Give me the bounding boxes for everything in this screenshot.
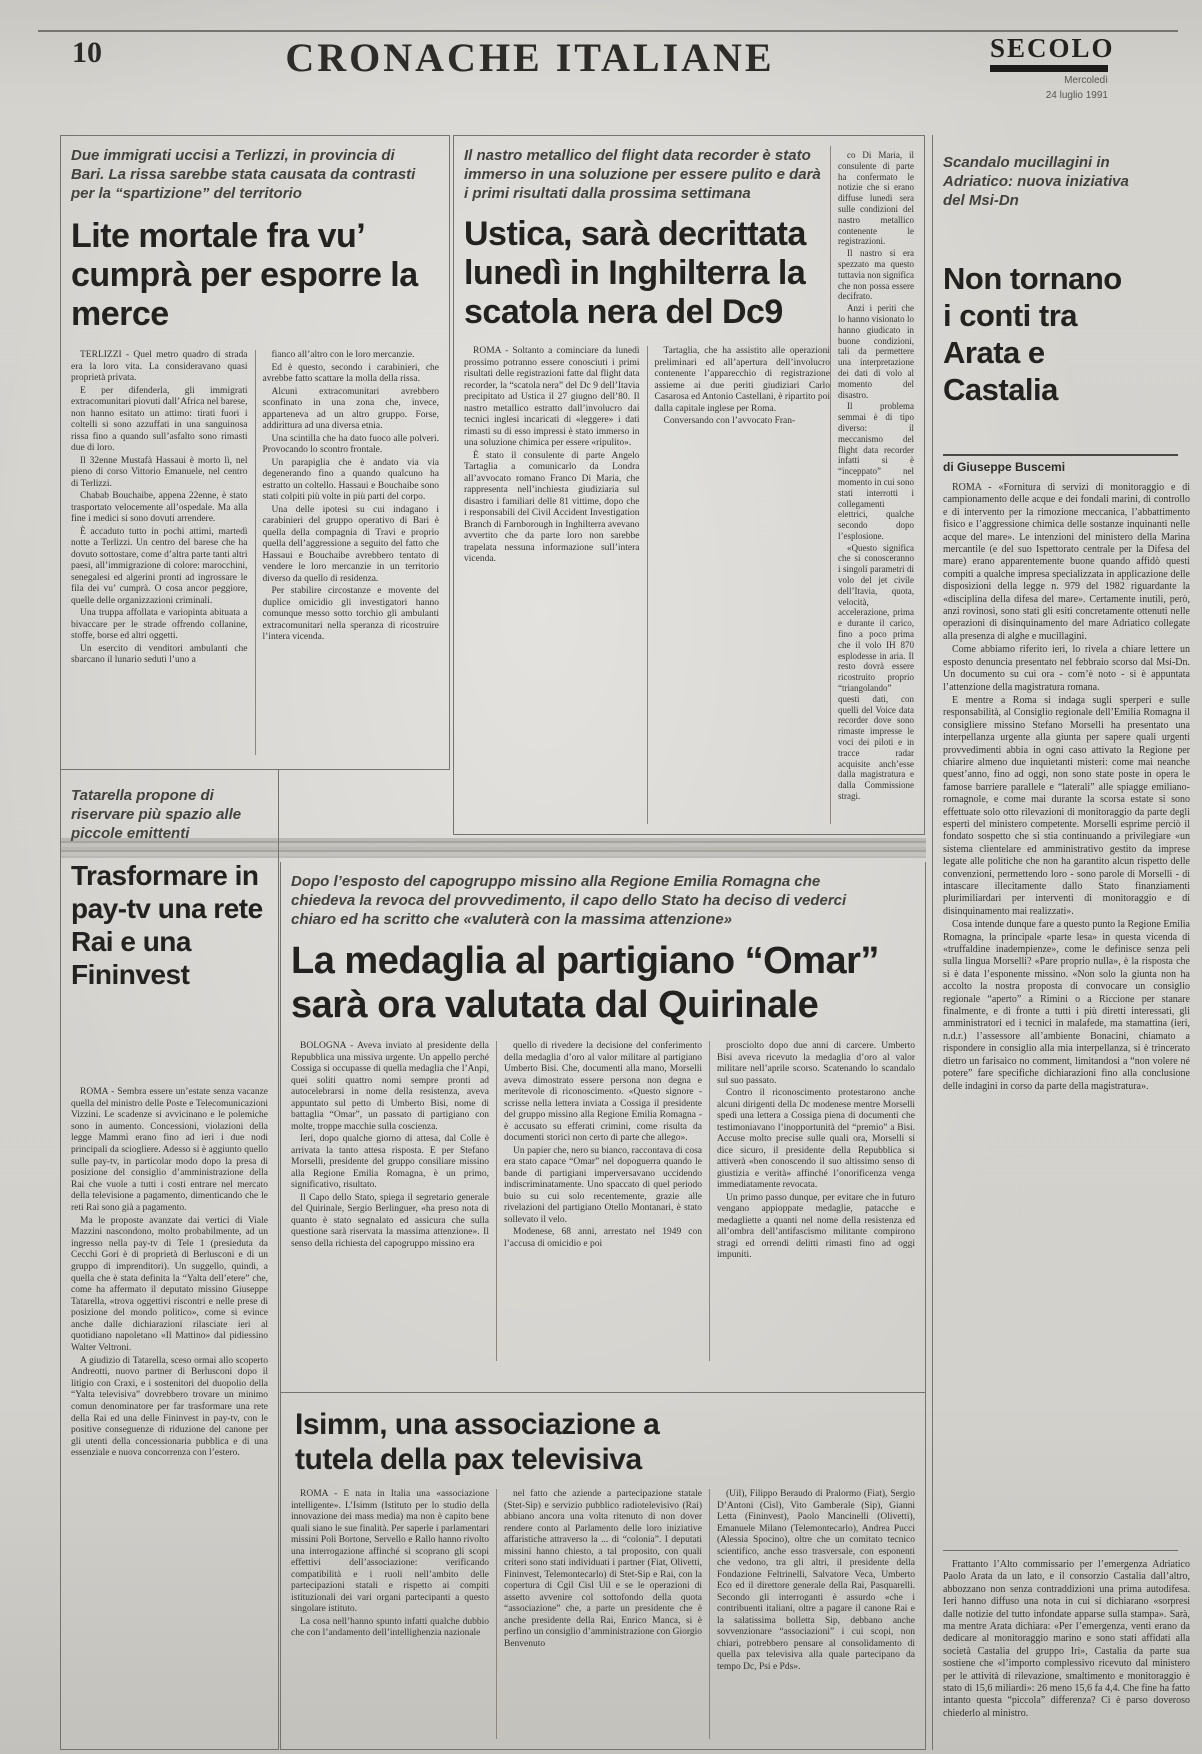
article-omar	[280, 862, 926, 1392]
masthead	[990, 33, 1140, 102]
article-ustica-column-3: co Di Maria, il consulente di parte ha confermato le notizie che si erano diffuse lunedì sera sulle condizioni del nastro metallico contenente le registrazioni. Il nastro si era spezzato ma questo tuttavia non significa che non possa essere decifrato. Anzi i periti che lo hanno visionato lo hanno giudicato in buone condizioni, tali da permettere una interpretazione dei dati di volo al momento del disastro. Il problema semmai è di tipo diverso: il meccanismo del flight data recorder infatti si è “inceppato” nel momento in cui sono stati interrotti i collegamenti elettrici, qualche secondo dopo l’esplosione. «Questo significa che si conosceranno i singoli parametri di volo del jet civile dell’Itavia, quota, velocità, accelerazione, prima e durante il carico, fino a poco prima che il volo IH 870 esplodesse in aria. Il resto dovrà essere ricostruito proprio “triangolando” questi dati, con quelli del Voice data recorder dove sono rimaste impresse le voci dei piloti e in tracce radar acquisite anch’esse dalla magistratura e dalla Commissione stragi.	[830, 146, 914, 824]
article-arata-body-2: Frattanto l’Alto commissario per l’emergenza Adriatico Paolo Arata da un lato, e il consorzio Castalia dall’altro, abbozzano non senza contraddizioni una prima autodifesa. Ieri hanno diffuso una nota in cui si dichiarano «sorpresi dalle notizie del tutto infondate apparse sulla stampa». Sarà, ma mentre Arata dichiara: «Per l’emergenza, venti erano da dedicare al monitoraggio marino e sono stati affidati alla società Castalia del gruppo Iri», Castalia da parte sua sostiene che «l’importo complessivo ricevuto dal ministero per le attività di rilevazione, smaltimento e monitoraggio è stato di 15,6 miliardi»: 26 meno 15,6 fa 4,4. Che fine ha fatto intanto questa “piccola” differenza? Ci è parso doveroso chiederlo al ministro.	[943, 1559, 1190, 1719]
article-isimm-column-1: ROMA - È nata in Italia una «associazione intelligente». L’Isimm (Istituto per lo studio della innovazione dei mass media) ma non è capito bene quali siano le sue finalità. Per saperle i parlamentari missini Poli Bortone, Servello e Rallo hanno rivolto una interrogazione affinché si scoprano gli scopi effettivi dell’associazione: verificando compatibilità e i ruoli nell’ambito delle partecipazioni statali e rispetto ai compiti istituzionali dei vari organi partecipanti a questo singolare istituto. La cosa nell’hanno spunto infatti qualche dubbio che con l’andamento dell’intellighenzia nazionale	[291, 1489, 497, 1739]
article-ustica-column-2: Tartaglia, che ha assistito alle operazioni preliminari ed all’apertura dell’involucro contenente l’apparecchio di registrazione assieme ai due periti giudiziari Carlo Casarosa ed Antonio Castellani, è ripartito poi dalla capitale inglese per Roma. Conversando con l’avvocato Fran-	[654, 346, 830, 426]
article-arata-kicker: Scandalo mucillagini in Adriatico: nuova iniziativa del Msi-Dn	[943, 154, 1129, 209]
article-paytv-kicker: Tatarella propone di riservare più spazio alle piccole emittenti	[71, 787, 242, 842]
article-ustica-column-1: ROMA - Soltanto a cominciare da lunedì prossimo potranno essere conosciuti i primi risultati delle registrazioni fatte dal flight data recorder, la “scatola nera” del Dc 9 dell’Itavia precipitato ad Ustica il 27 giugno dell’80. Il nastro metallico estratto dall’involucro dai tecnici inglesi incaricati di «leggere» i dati rimasti su di esso impressi è stato immerso in una soluzione chimica per essere «ripulito». È stato il consulente di parte Angelo Tartaglia a comunicarlo da Londra all’avvocato romano Franco Di Maria, che rappresenta nell’inchiesta giudiziaria sul disastro i familiari delle 81 vittime, dopo che i responsabili del Civil Accident Investigation Branch di Farnborough in Inghilterra avevano avvertito che da parte loro non sarebbe trapelata nessuna informazione sull’intera vicenda.	[464, 346, 648, 824]
article-arata	[932, 135, 1200, 1750]
page-number: 10	[72, 36, 102, 69]
article-isimm-column-3: (Uil), Filippo Beraudo di Pralormo (Fiat), Sergio D’Antoni (Cisl), Vito Gamberale (Sip), Gianni Letta (Fininvest), Paolo Mancinelli (Olivetti), Emanuele Milano (Telemontecarlo), Andrea Pucci (Alessia Spocino), oltre che un comitato tecnico scientifico, anche esso trasversale, con esponenti che vedono, tra gli altri, il presidente della Fondazione Feltrinelli, Salvatore Veca, Umberto Eco ed il direttore generale della Rai, Pasquarelli. Secondo gli interroganti è assurdo «che i contribuenti italiani, oltre a pagare il canone Rai e la salatissima bolletta Sip, debbano anche sovvenzionare “associazioni” i cui scopi, non chiari, potrebbero pensare al consolidamento di quella pax televisiva alla quale partecipano da tempo Dc, Psi e Pds».	[717, 1489, 915, 1672]
article-omar-headline: La medaglia al partigiano “Omar” sarà ora valutata dal Quirinale	[291, 940, 879, 1026]
article-paytv-body: ROMA - Sembra essere un’estate senza vacanze quella del ministro delle Poste e Telecomunicazioni Vizzini. Le scadenze si avvicinano e le polemiche sono in aumento. Concessioni, violazioni della legge Mammì erano fino ad ieri i due nodi principali da sciogliere. Adesso si è aggiunto quello sulle pay-tv, in particolar modo dopo la presa di posizione del consiglio d’amministrazione della Rai che vuole a tutti i costi entrare nel mercato della televisione a pagamento, dimenticando che le reti Rai sono già a pagamento. Ma le proposte avanzate dai vertici di Viale Mazzini nascondono, molto probabilmente, ad un ingresso nella pay-tv di Tele 1 (presieduta da Cecchi Gori è di proprietà di Berlusconi e di un gruppo di imprenditori). Un suggello, quindi, a quella che è stata definita la “Yalta dell’etere” che, come ha affermato il deputato missino Giuseppe Tatarella, «trova oggettivi riscontri e nelle prese di posizione del mondo politico», come si evince anche dalle dichiarazioni rilasciate ieri al quotidiano napoletano «Il Mattino» dal pidiessino Walter Veltroni. A giudizio di Tatarella, sceso ormai allo scoperto Andreotti, nuovo partner di Berlusconi dopo il litigio con Craxi, e i sostenitori del duopolio della “Yalta televisiva” dovrebbero trovare un minimo comun denominatore per far trasformare una rete della Rai ed una delle Fininvest in pay-tv, con le positive conseguenze di riduzione del canone per gli utenti della concessionaria pubblica e di una essenziale e nuova concorrenza con l’estero.	[71, 1087, 268, 1459]
article-omar-column-2: quello di rivedere la decisione del conferimento della medaglia d’oro al valor militare al partigiano Umberto Bisi. Che, documenti alla mano, Morselli aveva dimostrato essere persona non degna e meritevole di riconoscimento. «Questo signore - scrisse nella lettera inviata a Cossiga il presidente del gruppo missino alla Regione Emilia Romagna - è accusato su efferati crimini, come risulta da documenti storici non certo di parte che allego». Un papier che, nero su bianco, raccontava di cosa era stato capace “Omar” nel dopoguerra quando le bande di partigiani imperversavano uccidendo indiscriminatamente. Uno spaccato di quel periodo buio su cui solo recentemente, grazie alle rivelazioni del partigiano Otello Montanari, è stato sollevato il velo. Modenese, 68 anni, arrestato nel 1949 con l’accusa di omicidio e poi	[497, 1041, 710, 1361]
masthead-bar	[990, 65, 1108, 72]
article-terlizzi-headline: Lite mortale fra vu’ cumprà per esporre la merce	[71, 217, 418, 333]
masthead-date: 24 luglio 1991	[1045, 90, 1108, 101]
article-paytv	[60, 770, 279, 1750]
article-terlizzi-column-2: fianco all’altro con le loro mercanzie. Ed è questo, secondo i carabinieri, che avrebbe fatto scattare la molla della rissa. Alcuni extracomunitari avrebbero sconfinato in una zona che, invece, apparteneva ad un altro gruppo. Forse, addirittura ad una diversa etnia. Una scintilla che ha dato fuoco alle polveri. Provocando lo scontro frontale. Un parapiglia che è andato via via degenerando fino a quando qualcuno ha estratto un coltello. Hassaui e Bouchaibe sono stati colpiti più volte in più parti del corpo. Una delle ipotesi su cui indagano i carabinieri del gruppo operativo di Bari è quella della compagnia di Travi e proprio quella dell’aggressione a seguito del fatto che Hassaui e Bouchaibe avrebbero tentato di vendere le loro mercanzie in un territorio diverso da quello di residenza. Per stabilire circostanze e movente del duplice omicidio gli investigatori hanno comunque messo sotto torchio gli ambulanti extracomunitari nella speranza di ricostruire l’intera vicenda.	[262, 350, 439, 642]
article-terlizzi-column-1: TERLIZZI - Quel metro quadro di strada era la loro vita. La consideravano quasi proprietà privata. E per difenderla, gli immigrati extracomunitari piovuti dall’Africa nel barese, non hanno esitato un attimo: tirati fuori i coltelli si sono azzuffati in una sanguinosa rissa fino a quando sull’asfalto sono rimasti due di loro. Il 32enne Mustafà Hassaui è morto lì, nel pieno di corso Vittorio Emanuele, nel centro di Terlizzi. Chabab Bouchaibe, appena 22enne, è stato trasportato velocemente all’ospedale. Ma alla fine i medici si sono dovuti arrendere. È accaduto tutto in pochi attimi, martedì notte a Terlizzi. Un centro del barese che ha dovuto sottostare, come d’altra parte tanti altri paesi, all’immigrazione di colore: marocchini, senegalesi ed algerini pronti ad ingrossare le fila dei vu’ cumprà. O cosa ancor peggiore, quelle delle organizzazioni criminali. Una truppa affollata e variopinta abituata a bivaccare per le strade offrendo collanine, stoffe, borse ed altri oggetti. Un esercito di venditori ambulanti che sbarcano il lunario seduti l’uno a	[71, 350, 256, 755]
article-arata-headline: Non tornano i conti tra Arata e Castalia	[943, 261, 1122, 407]
masthead-weekday: Mercoledì	[1064, 75, 1108, 86]
article-arata-body-1: ROMA - «Fornitura di servizi di monitoraggio e di campionamento delle acque e dei fondali marini, di controllo e di intervento per la rimozione meccanica, l’abbattimento fisico e l’aggressione chimica delle sostanze inquinanti nelle acque del mare». Le intenzioni del ministero della Marina mercantile (e del suo Ispettorato centrale per la Difesa del mare) erano apparentemente buone quando affidò questi compiti a qualche impresa specializzata in applicazione delle disposizioni della legge n. 979 del 1982 riguardante la «disciplina della difesa del mare». Certamente inutili, però, anzi rovinosi, sono stati gli esiti concretamente ottenuti nelle operazioni di disinquinamento del mare Adriatico collegate alla presenza di alghe e mucillagini. Come abbiamo riferito ieri, lo rivela a chiare lettere un esposto denuncia presentato nel febbraio scorso dal Msi-Dn. Un documento su cui ora - com’è noto - si è appuntata l’attenzione della magistratura romana. E mentre a Roma si indaga sugli sperperi e sulle responsabilità, al Consiglio regionale dell’Emilia Romagna il consigliere missino Stefano Morselli ha presentato una interpellanza urgente alla giunta per sapere quali urgenti provvedimenti abbia in ogni caso attivato la Regione per chiarire almeno due inquietanti misteri: come mai neanche quest’anno, fino ad oggi, non sono state poste in opera le famose barriere parallele e “laterali” alle spiagge emiliano-romagnole, e come mai durante la scorsa estate si sono effettuate solo otto rilevazioni di monitoraggio da parte degli esperti del ministero competente. Morselli esprime perciò il fondato sospetto che si stia continuando a privilegiare «un sistema clientelare ed amministrativo gestito da imprese legate alle politiche che non ha garantito alcun rispetto delle convenzioni, permettendo loro - sono parole di Morselli - di intascare illecitamente dallo Stato finanziamenti plurimiliardari per interventi di monitoraggio e di disinquinamento mai realizzati». Cosa intende dunque fare a questo punto la Regione Emilia Romagna, la principale «parte lesa» in questa vicenda di «truffaldine inadempienze», come le definisce senza peli sulla lingua Morselli? «Pare proprio nulla», è la risposta che si è data l’esponente missino. «Non solo la giunta non ha accolto la nostra proposta di convocare un consiglio regionale “aperto” a Rimini o a Riccione per stanare finalmente, e di fronte a tutti i più diretti interessati, gli amministratori ed i tecnici in malafede, ma stamattina (ieri, n.d.r.) l’assessore all’ambiente Bonacini, chiamato a rispondere in consiglio alla mia interpellanza, si è trincerato dietro un farisaico no comment, limitandosi a “non volere né potere” fare specifiche dichiarazioni fino alla conclusione delle indagini in corso da parte della magistratura».	[943, 482, 1190, 1092]
article-terlizzi-kicker: Due immigrati uccisi a Terlizzi, in provincia di Bari. La rissa sarebbe stata causata da contrasti per la “spartizione” del territorio	[71, 147, 416, 202]
article-isimm	[280, 1392, 926, 1750]
byline-rule	[943, 454, 1178, 456]
article-omar-kicker: Dopo l’esposto del capogruppo missino alla Regione Emilia Romagna che chiedeva la revoca del provvedimento, il capo dello Stato ha deciso di vederci chiaro ed ha scritto che «valuterà con la massima attenzione»	[291, 873, 847, 928]
article-ustica-headline: Ustica, sarà decrittata lunedì in Inghilterra la scatola nera del Dc9	[464, 215, 806, 331]
article-ustica	[453, 135, 925, 835]
article-omar-column-3: prosciolto dopo due anni di carcere. Umberto Bisi aveva ricevuto la medaglia d’oro al valor militare nell’aprile scorso. Scatenando lo scandalo sul suo passato. Contro il riconoscimento protestarono anche alcuni dirigenti della Dc modenese mentre Morselli spedì una lettera a Cossiga piena di documenti che testimoniavano l’inopportunità del “premio” a Bisi. Accuse molto precise sulle quali ora, Morselli si dice sicuro, il presidente della Repubblica si attiverà «ben conoscendo il suo altissimo senso di giustizia e verità» affinché l’onorificenza venga immediatamente revocata. Un primo passo dunque, per evitare che in futuro vengano appioppate medaglie, patacche e medagliette a quanti nel nome della resistenza ed all’ombra dell’antifascismo militante compirono stragi ed orrendi delitti rimasti fino ad oggi impuniti.	[717, 1041, 915, 1260]
article-arata-divider	[943, 1550, 1178, 1551]
article-isimm-column-2: nel fatto che aziende a partecipazione statale (Stet-Sip) e servizio pubblico radiotelevisivo (Rai) abbiano ancora una volta ritenuto di non dover rendere conto al Parlamento delle loro iniziative affaristiche attraverso la ... di “colonia”. I deputati missini hanno chiesto, a tal proposito, con quali criteri sono stati individuati i partner (Fiat, Olivetti, Fininvest, Telemontecarlo) di Stet-Sip e Rai, con la copertura di Cgil Cisl Uil e se le operazioni di assetto avvenire col sottofondo della quota “associazione” che, a parte un presidente che è anche presidente della Rai, Enrico Manca, si è perfino un consiglio d’amministrazione con Giorgio Benvenuto	[497, 1489, 710, 1739]
article-omar-column-1: BOLOGNA - Aveva inviato al presidente della Repubblica una missiva urgente. Un appello perché Cossiga si occupasse di quella medaglia che l’Anpi, quei soliti quattro nomi sempre pronti ad autocelebrarsi in nome della resistenza, aveva appuntato sul petto di Umberto Bisi, nome di battaglia “Omar”, un passato di partigiano con molte, troppe macchie sulla coscienza. Ieri, dopo qualche giorno di attesa, dal Colle è arrivata la tanto attesa risposta. E per Stefano Morselli, presidente del gruppo consiliare missino alla Regione Emilia Romagna, è un primo, significativo, risultato. Il Capo dello Stato, spiega il segretario generale del Quirinale, Sergio Berlinguer, «ha preso nota di quanto è stato segnalato ed assicura che sulla questione sarà riservata la massima attenzione». Il senso della richiesta del capogruppo missino era	[291, 1041, 497, 1361]
article-isimm-headline: Isimm, una associazione a tutela della pax televisiva	[295, 1408, 660, 1476]
article-arata-byline: di Giuseppe Buscemi	[943, 460, 1066, 474]
article-paytv-headline: Trasformare in pay-tv una rete Rai e una Fininvest	[71, 860, 263, 990]
masthead-name: SECOLO	[990, 33, 1115, 63]
top-rule	[38, 30, 1178, 32]
section-title: CRONACHE ITALIANE	[285, 35, 775, 80]
article-terlizzi	[60, 135, 450, 770]
article-ustica-kicker: Il nastro metallico del flight data recorder è stato immerso in una soluzione per essere pulito e darà i primi risultati dalla prossima settimana	[464, 147, 821, 202]
